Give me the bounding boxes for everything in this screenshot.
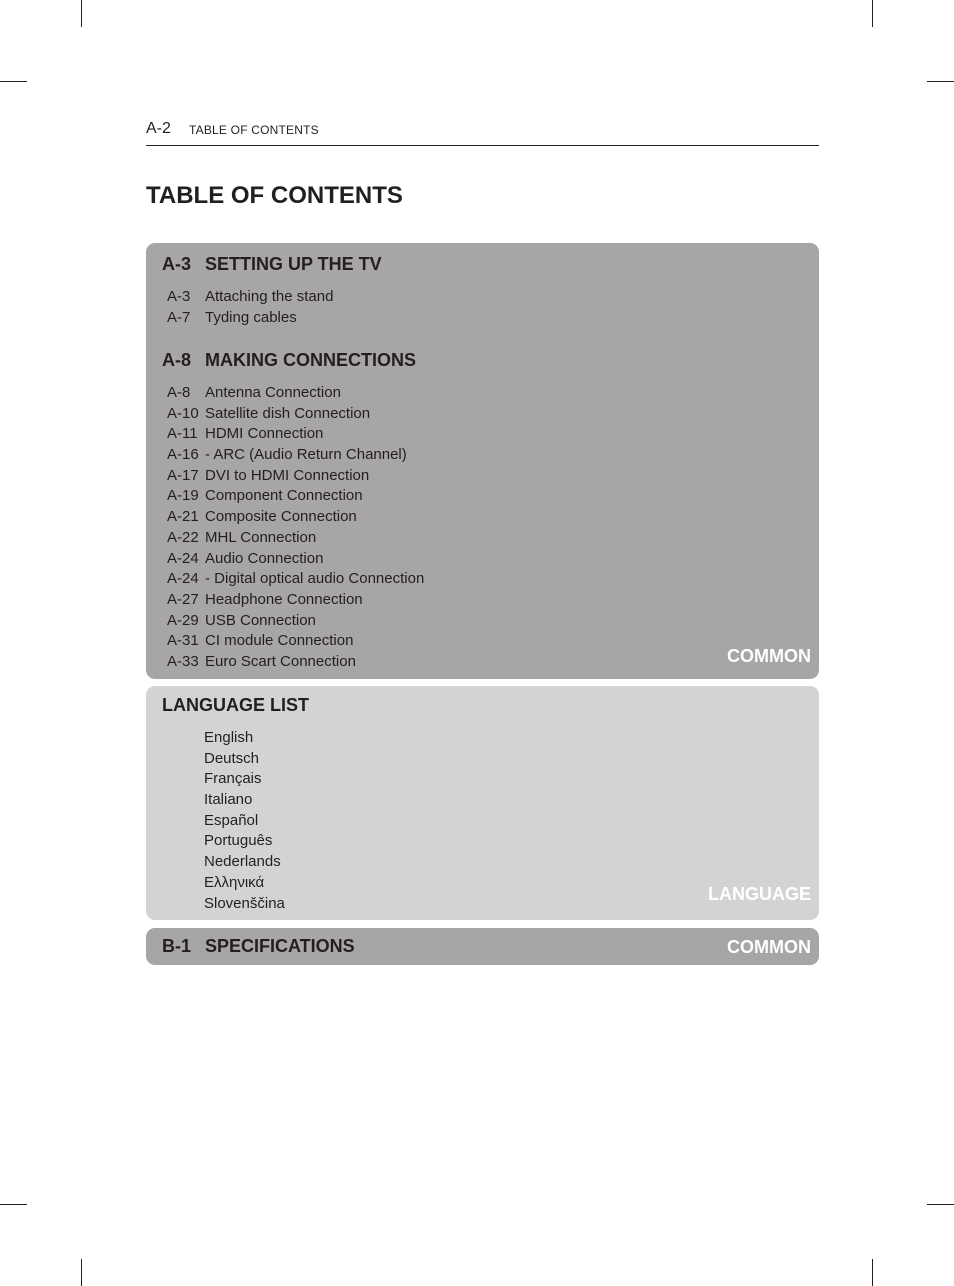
language-item[interactable]: Español: [204, 811, 259, 829]
language-list: [204, 728, 285, 914]
entry-page: A-29: [167, 611, 199, 629]
entry-page: A-7: [167, 308, 191, 326]
entry-title: Component Connection: [205, 487, 363, 505]
entry-page: A-22: [167, 528, 199, 546]
entry-title: USB Connection: [205, 611, 316, 629]
toc-entry[interactable]: [167, 528, 424, 549]
section-title: MAKING CONNECTIONS: [205, 350, 416, 370]
toc-entry[interactable]: [167, 308, 333, 329]
language-item[interactable]: Deutsch: [204, 749, 260, 767]
entry-title: Satellite dish Connection: [205, 404, 371, 422]
language-item[interactable]: Ελληνικά: [204, 873, 265, 891]
toc-entry[interactable]: [167, 611, 424, 632]
entry-page: A-16: [167, 446, 199, 464]
section-page: B-1: [162, 936, 192, 956]
entry-title: Headphone Connection: [205, 590, 363, 608]
entry-page: A-24: [167, 549, 199, 567]
section-page: A-8: [162, 350, 192, 370]
toc-entry[interactable]: [167, 466, 424, 487]
toc-entry[interactable]: [167, 445, 424, 466]
section-heading-specifications[interactable]: [162, 936, 355, 957]
entry-title: Euro Scart Connection: [205, 652, 356, 670]
section-heading-connections[interactable]: [162, 350, 416, 371]
running-title: TABLE OF CONTENTS: [189, 123, 319, 137]
entry-title: DVI to HDMI Connection: [205, 466, 370, 484]
language-list-heading[interactable]: LANGUAGE LIST: [162, 695, 309, 715]
toc-entry[interactable]: [167, 569, 424, 590]
entry-page: A-19: [167, 487, 199, 505]
entry-title: Antenna Connection: [205, 384, 341, 401]
crop-mark: [0, 1204, 27, 1205]
crop-mark: [927, 1204, 954, 1205]
common-section-box: [146, 243, 819, 679]
toc-entry[interactable]: [167, 652, 424, 673]
entry-title: Tyding cables: [205, 308, 297, 326]
toc-entry[interactable]: [167, 486, 424, 507]
language-item[interactable]: Italiano: [204, 791, 253, 809]
running-header: [146, 120, 819, 146]
entry-title: Attaching the stand: [205, 288, 334, 305]
toc-entry[interactable]: [167, 383, 424, 404]
language-item[interactable]: Slovenščina: [204, 894, 285, 912]
entry-title: - ARC (Audio Return Channel): [205, 446, 407, 464]
entry-title: CI module Connection: [205, 632, 354, 650]
crop-mark: [81, 1259, 82, 1286]
entry-title: - Digital optical audio Connection: [205, 570, 425, 588]
language-item[interactable]: Français: [204, 770, 262, 788]
language-section-box: [146, 686, 819, 920]
section-title: SETTING UP THE TV: [205, 254, 382, 274]
setup-entry-list: [167, 287, 333, 328]
section-page: A-3: [162, 254, 192, 274]
page-title: TABLE OF CONTENTS: [146, 182, 403, 209]
crop-mark: [872, 0, 873, 27]
section-heading-setup[interactable]: [162, 254, 382, 275]
toc-entry[interactable]: [167, 631, 424, 652]
language-item[interactable]: Português: [204, 832, 273, 850]
toc-entry[interactable]: [167, 424, 424, 445]
entry-page: A-21: [167, 508, 199, 526]
entry-page: A-33: [167, 652, 199, 670]
connections-entry-list: [167, 383, 424, 673]
entry-title: Audio Connection: [205, 549, 324, 567]
toc-entry[interactable]: [167, 549, 424, 570]
section-title: SPECIFICATIONS: [205, 936, 355, 956]
toc-entry[interactable]: [167, 287, 333, 308]
toc-entry[interactable]: [167, 404, 424, 425]
language-tag: LANGUAGE: [708, 884, 811, 904]
entry-page: A-8: [167, 384, 191, 401]
language-item[interactable]: English: [204, 729, 254, 746]
crop-mark: [81, 0, 82, 27]
entry-title: Composite Connection: [205, 508, 357, 526]
entry-title: HDMI Connection: [205, 425, 324, 443]
entry-page: A-10: [167, 404, 199, 422]
language-item[interactable]: Nederlands: [204, 853, 281, 871]
page-number: A-2: [146, 120, 171, 137]
entry-page: A-17: [167, 466, 199, 484]
crop-mark: [927, 81, 954, 82]
common-tag: COMMON: [727, 937, 811, 957]
toc-entry[interactable]: [167, 590, 424, 611]
entry-page: A-11: [167, 425, 198, 443]
entry-page: A-3: [167, 288, 191, 305]
crop-mark: [872, 1259, 873, 1286]
toc-entry[interactable]: [167, 507, 424, 528]
common-tag: COMMON: [727, 646, 811, 666]
crop-mark: [0, 81, 27, 82]
entry-page: A-24: [167, 570, 199, 588]
entry-title: MHL Connection: [205, 528, 317, 546]
specifications-box: [146, 928, 819, 965]
entry-page: A-27: [167, 590, 199, 608]
entry-page: A-31: [167, 632, 199, 650]
